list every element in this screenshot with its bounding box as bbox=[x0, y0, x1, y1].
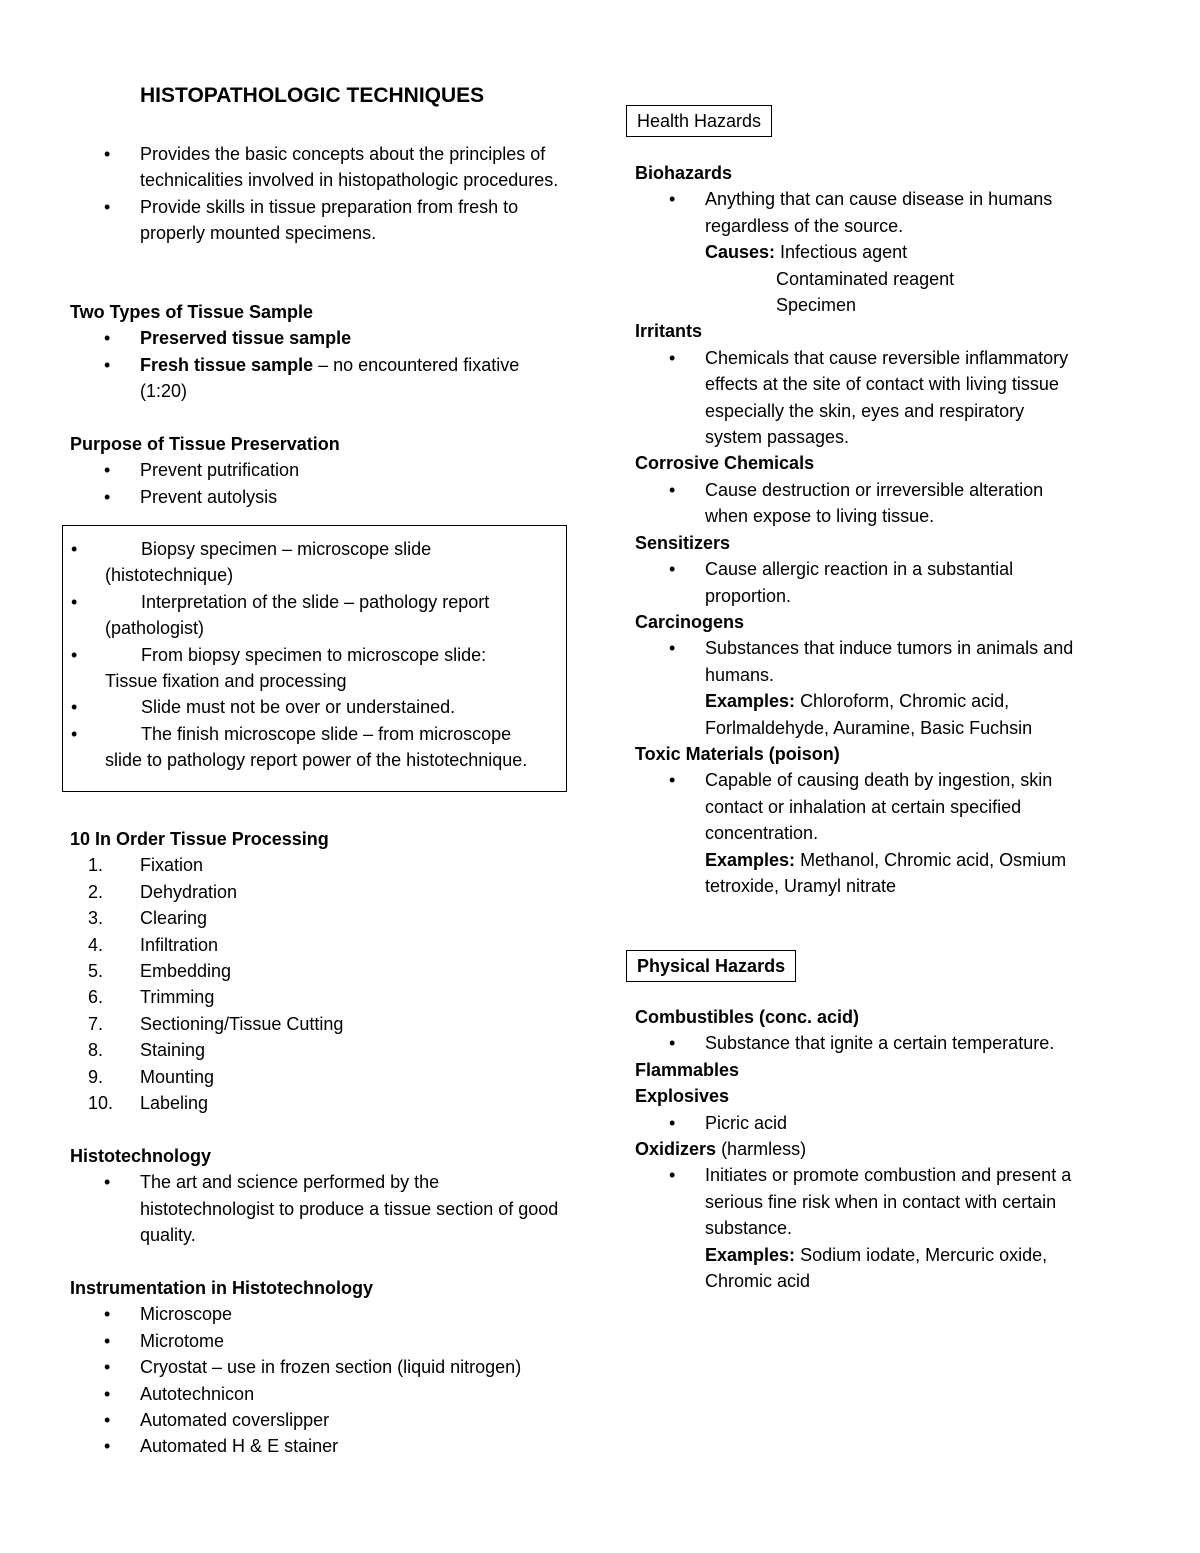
section-heading: Irritants bbox=[635, 321, 703, 342]
bullet-icon: • bbox=[669, 347, 676, 368]
bullet-icon: • bbox=[669, 638, 676, 659]
intro-list bbox=[70, 141, 570, 247]
processing-section bbox=[70, 826, 570, 1116]
list-item: • Initiates or promote combustion and present a serious fine risk when in contact with certain substance. Examples: Sodium iodate, Mercuric oxide, Chromic acid bbox=[635, 1162, 1085, 1294]
list-item: 4. Infiltration bbox=[88, 934, 219, 955]
physical-hazards-section bbox=[635, 1004, 1085, 1294]
list-item: • Automated coverslipper bbox=[70, 1407, 570, 1433]
bullet-icon: • bbox=[104, 354, 111, 375]
bullet-icon: • bbox=[104, 1330, 111, 1351]
section-heading: Combustibles (conc. acid) bbox=[635, 1007, 860, 1027]
bullet-icon: • bbox=[669, 559, 676, 580]
causes-line: Causes: Infectious agent bbox=[705, 242, 908, 263]
list-item: • Provide skills in tissue preparation from fresh to properly mounted specimens. bbox=[70, 194, 570, 247]
bullet-icon: • bbox=[104, 1357, 111, 1378]
list-item: • Interpretation of the slide – pathology report (pathologist) bbox=[63, 589, 566, 642]
list-item: • Chemicals that cause reversible inflammatory effects at the site of contact with living tissue especially the skin, eyes and respiratory system passages. bbox=[635, 345, 1085, 451]
bullet-icon: • bbox=[104, 486, 111, 507]
list-item: 3. Clearing bbox=[88, 908, 208, 929]
list-item: • Prevent putrification bbox=[70, 457, 570, 483]
bullet-icon: • bbox=[104, 1304, 111, 1325]
preservation-section bbox=[70, 431, 570, 510]
bullet-icon: • bbox=[104, 1172, 111, 1193]
bullet-icon: • bbox=[104, 1383, 111, 1404]
section-heading: Instrumentation in Histotechnology bbox=[70, 1278, 374, 1298]
section-heading: Explosives bbox=[635, 1086, 730, 1107]
list-item: 2. Dehydration bbox=[88, 881, 238, 902]
list-item: • Prevent autolysis bbox=[70, 484, 570, 510]
list-item: 8. Staining bbox=[88, 1040, 206, 1061]
bullet-icon: • bbox=[669, 479, 676, 500]
list-item: 7. Sectioning/Tissue Cutting bbox=[88, 1013, 344, 1034]
bullet-icon: • bbox=[71, 539, 78, 559]
list-item: 6. Trimming bbox=[88, 987, 215, 1008]
list-item: • Preserved tissue sample bbox=[70, 325, 570, 351]
bullet-icon: • bbox=[669, 189, 676, 210]
histotechnology-section bbox=[70, 1143, 570, 1249]
section-heading: Carcinogens bbox=[635, 611, 745, 632]
list-item: • Substance that ignite a certain temperature. bbox=[635, 1030, 1085, 1056]
list-item: • Anything that can cause disease in humans regardless of the source. bbox=[635, 186, 1085, 239]
list-item: • Microscope bbox=[70, 1301, 570, 1327]
bullet-icon: • bbox=[104, 460, 111, 481]
list-item: • The art and science performed by the histotechnologist to produce a tissue section of good quality. bbox=[70, 1169, 570, 1248]
list-item: • Biopsy specimen – microscope slide (histotechnique) bbox=[63, 536, 566, 589]
page-title: HISTOPATHOLOGIC TECHNIQUES bbox=[140, 84, 485, 107]
causes-line: Specimen bbox=[776, 295, 857, 316]
section-heading: 10 In Order Tissue Processing bbox=[70, 829, 329, 849]
section-heading: Oxidizers (harmless) bbox=[635, 1139, 807, 1160]
tissue-sample-section bbox=[70, 299, 570, 405]
section-heading: Biohazards bbox=[635, 163, 733, 183]
health-hazards-heading: Health Hazards bbox=[626, 105, 772, 137]
bullet-icon: • bbox=[71, 644, 78, 665]
bullet-icon: • bbox=[71, 591, 78, 612]
health-hazards-section bbox=[635, 160, 1085, 899]
instrumentation-section bbox=[70, 1275, 570, 1460]
bullet-icon: • bbox=[669, 770, 676, 791]
bullet-icon: • bbox=[104, 196, 111, 217]
list-item: • Automated H & E stainer bbox=[70, 1433, 570, 1459]
physical-hazards-heading: Physical Hazards bbox=[626, 950, 796, 982]
section-heading: Sensitizers bbox=[635, 532, 731, 553]
list-item: • Cause allergic reaction in a substantial proportion. bbox=[635, 556, 1085, 609]
summary-box bbox=[62, 525, 567, 792]
bullet-icon: • bbox=[104, 328, 111, 349]
list-item: 9. Mounting bbox=[88, 1066, 215, 1087]
bullet-icon: • bbox=[104, 1410, 111, 1431]
list-item: • Cause destruction or irreversible alteration when expose to living tissue. bbox=[635, 477, 1085, 530]
bullet-icon: • bbox=[71, 723, 78, 744]
list-item: 1. Fixation bbox=[88, 855, 204, 876]
list-item: • Provides the basic concepts about the principles of technicalities involved in histopathologic procedures. bbox=[70, 141, 570, 194]
section-heading: Two Types of Tissue Sample bbox=[70, 302, 314, 322]
section-heading: Purpose of Tissue Preservation bbox=[70, 434, 340, 454]
list-item: • Substances that induce tumors in animals and humans. Examples: Chloroform, Chromic acid, Forlmaldehyde, Auramine, Basic Fuchsin bbox=[635, 635, 1085, 741]
causes-line: Contaminated reagent bbox=[776, 268, 955, 289]
list-item: 10. Labeling bbox=[88, 1093, 209, 1114]
section-heading: Corrosive Chemicals bbox=[635, 453, 815, 474]
bullet-icon: • bbox=[104, 144, 111, 164]
bullet-icon: • bbox=[669, 1165, 676, 1186]
bullet-icon: • bbox=[71, 697, 78, 718]
list-item: • Picric acid bbox=[635, 1110, 1085, 1136]
list-item: • Fresh tissue sample – no encountered fixative (1:20) bbox=[70, 352, 570, 405]
list-item: 5. Embedding bbox=[88, 961, 232, 982]
bullet-icon: • bbox=[104, 1436, 111, 1457]
list-item: • Capable of causing death by ingestion, skin contact or inhalation at certain specified concentration. Examples: Methanol, Chromic acid, Osmium tetroxide, Uramyl nitrate bbox=[635, 767, 1085, 899]
section-heading: Flammables bbox=[635, 1059, 740, 1080]
list-item: • From biopsy specimen to microscope slide: Tissue fixation and processing bbox=[63, 642, 566, 695]
bullet-icon: • bbox=[669, 1033, 676, 1054]
list-item: • Cryostat – use in frozen section (liquid nitrogen) bbox=[70, 1354, 570, 1380]
section-heading: Toxic Materials (poison) bbox=[635, 743, 840, 764]
list-item: • Autotechnicon bbox=[70, 1381, 570, 1407]
bullet-icon: • bbox=[669, 1112, 676, 1133]
list-item: • Slide must not be over or understained. bbox=[63, 694, 566, 720]
list-item: • Microtome bbox=[70, 1328, 570, 1354]
list-item: • The finish microscope slide – from microscope slide to pathology report power of the histotechnique. bbox=[63, 721, 566, 774]
section-heading: Histotechnology bbox=[70, 1146, 212, 1166]
